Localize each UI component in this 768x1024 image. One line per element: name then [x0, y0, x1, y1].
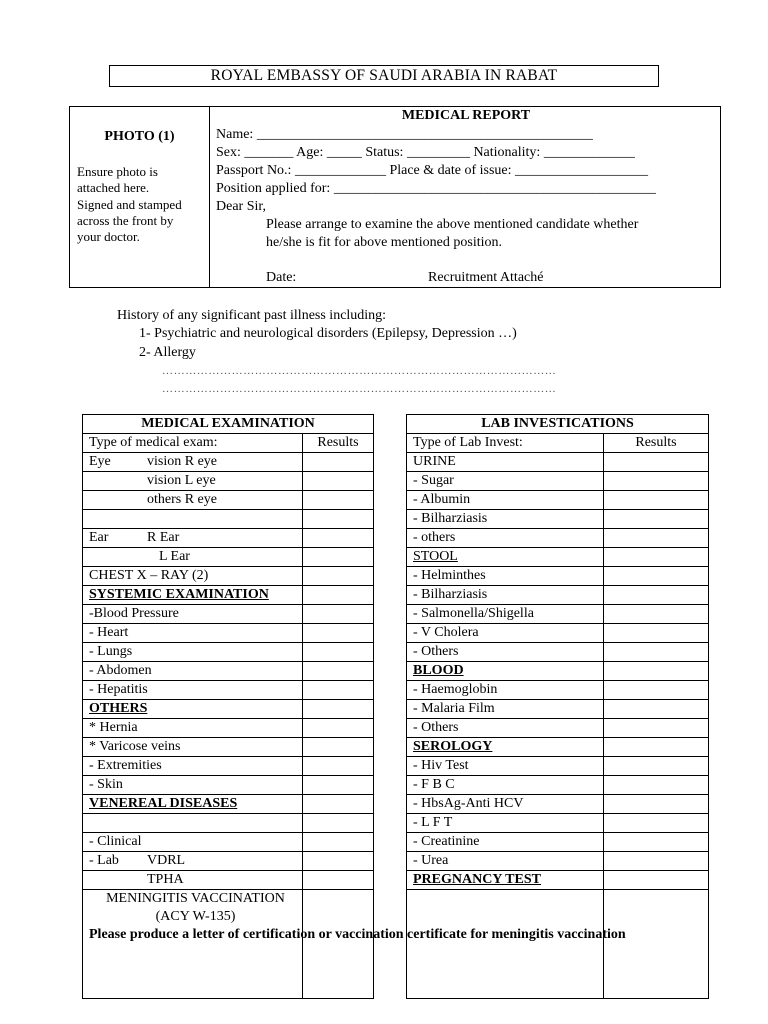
table-row	[83, 814, 303, 833]
table-title: LAB INVESTICATIONS	[407, 415, 709, 434]
result-cell[interactable]	[604, 681, 709, 700]
result-cell[interactable]	[604, 814, 709, 833]
table-row: - Abdomen	[83, 662, 303, 681]
result-cell[interactable]	[303, 548, 374, 567]
table-row: others R eye	[83, 491, 303, 510]
result-cell[interactable]	[303, 586, 374, 605]
col-header: Type of Lab Invest:	[407, 434, 604, 453]
result-cell[interactable]	[604, 491, 709, 510]
table-row: * Varicose veins	[83, 738, 303, 757]
result-cell[interactable]	[604, 719, 709, 738]
result-cell[interactable]	[604, 662, 709, 681]
col-header: Results	[303, 434, 374, 453]
table-row: - Others	[407, 719, 604, 738]
result-cell[interactable]	[303, 624, 374, 643]
table-row: vision L eye	[83, 472, 303, 491]
result-cell[interactable]	[303, 510, 374, 529]
report-area	[216, 107, 716, 287]
table-row: - Bilharziasis	[407, 510, 604, 529]
section-heading: PREGNANCY TEST	[407, 871, 604, 890]
table-row: - Helminthes	[407, 567, 604, 586]
date-label: Date:	[266, 270, 297, 285]
table-row: - F B C	[407, 776, 604, 795]
result-cell[interactable]	[604, 833, 709, 852]
table-row: TPHA	[83, 871, 303, 890]
table-row: - HbsAg-Anti HCV	[407, 795, 604, 814]
embassy-title: ROYAL EMBASSY OF SAUDI ARABIA IN RABAT	[109, 65, 659, 87]
result-cell[interactable]	[604, 624, 709, 643]
result-cell[interactable]	[604, 700, 709, 719]
name-field[interactable]: Name: ________________________________________________	[216, 127, 593, 142]
section-heading: SYSTEMIC EXAMINATION	[83, 586, 303, 605]
history-item: 2- Allergy	[139, 344, 196, 360]
result-cell[interactable]	[604, 567, 709, 586]
body-line: Please arrange to examine the above mentioned candidate whether	[266, 217, 639, 232]
table-row: - others	[407, 529, 604, 548]
result-cell[interactable]	[604, 738, 709, 757]
history-dots[interactable]: …………………………………………………………………………………………	[162, 383, 557, 396]
result-cell[interactable]	[604, 453, 709, 472]
section-heading: OTHERS	[83, 700, 303, 719]
history-dots[interactable]: …………………………………………………………………………………………	[162, 364, 557, 377]
result-cell[interactable]	[604, 548, 709, 567]
result-cell[interactable]	[303, 795, 374, 814]
photo-area	[70, 107, 210, 287]
history-section	[117, 307, 556, 398]
table-row: - V Cholera	[407, 624, 604, 643]
result-cell[interactable]	[303, 605, 374, 624]
photo-title: PHOTO (1)	[104, 129, 175, 144]
history-heading: History of any significant past illness including:	[117, 308, 387, 323]
history-item: 1- Psychiatric and neurological disorders (Epilepsy, Depression …)	[139, 326, 517, 342]
sex-age-status-field[interactable]: Sex: _______ Age: _____ Status: _________ Nationality: _____________	[216, 145, 635, 160]
passport-field[interactable]: Passport No.: _____________ Place & date of issue: ___________________	[216, 163, 649, 178]
meningitis-title: MENINGITIS VACCINATION	[106, 891, 285, 906]
position-field[interactable]: Position applied for: ______________________________________________	[216, 181, 656, 196]
result-cell[interactable]	[604, 643, 709, 662]
result-cell[interactable]	[303, 871, 374, 890]
result-cell[interactable]	[604, 871, 709, 890]
table-row	[83, 510, 303, 529]
photo-note	[77, 164, 205, 245]
table-row	[407, 890, 604, 999]
photo-note-line: Signed and stamped	[77, 196, 182, 212]
table-row: - Urea	[407, 852, 604, 871]
result-cell[interactable]	[604, 586, 709, 605]
table-row: - Hepatitis	[83, 681, 303, 700]
table-row: Ear R Ear	[83, 529, 303, 548]
result-cell[interactable]	[303, 567, 374, 586]
col-header: Type of medical exam:	[83, 434, 303, 453]
result-cell[interactable]	[303, 491, 374, 510]
result-cell[interactable]	[303, 529, 374, 548]
result-cell[interactable]	[604, 757, 709, 776]
table-row: - Salmonella/Shigella	[407, 605, 604, 624]
table-row: Eye vision R eye	[83, 453, 303, 472]
photo-note-line: attached here.	[77, 180, 150, 196]
table-row: - Clinical	[83, 833, 303, 852]
table-row: - Lab VDRL	[83, 852, 303, 871]
table-title: MEDICAL EXAMINATION	[83, 415, 374, 434]
table-row: - Albumin	[407, 491, 604, 510]
result-cell[interactable]	[303, 833, 374, 852]
table-row: URINE	[407, 453, 604, 472]
result-cell[interactable]	[604, 605, 709, 624]
meningitis-cell	[83, 890, 626, 999]
result-cell[interactable]	[303, 719, 374, 738]
report-title: MEDICAL REPORT	[401, 108, 531, 123]
result-cell[interactable]	[303, 757, 374, 776]
result-cell[interactable]	[303, 681, 374, 700]
header-box	[69, 106, 721, 288]
meningitis-subtitle: (ACY W-135)	[155, 909, 236, 924]
table-row: - Creatinine	[407, 833, 604, 852]
result-cell[interactable]	[604, 472, 709, 491]
result-cell[interactable]	[303, 852, 374, 871]
table-row: -Blood Pressure	[83, 605, 303, 624]
table-row: - Others	[407, 643, 604, 662]
result-cell[interactable]	[303, 890, 374, 999]
section-heading: SEROLOGY	[407, 738, 604, 757]
result-cell[interactable]	[604, 776, 709, 795]
photo-note-line: your doctor.	[77, 229, 140, 245]
section-heading: BLOOD	[407, 662, 604, 681]
result-cell[interactable]	[303, 643, 374, 662]
result-cell[interactable]	[303, 453, 374, 472]
table-row: - Heart	[83, 624, 303, 643]
greeting: Dear Sir,	[216, 199, 266, 214]
table-row: - L F T	[407, 814, 604, 833]
table-row: - Haemoglobin	[407, 681, 604, 700]
photo-note-line: Ensure photo is	[77, 164, 158, 179]
table-row: * Hernia	[83, 719, 303, 738]
table-row: - Bilharziasis	[407, 586, 604, 605]
section-heading: VENEREAL DISEASES	[83, 795, 303, 814]
table-row: - Skin	[83, 776, 303, 795]
result-cell[interactable]	[303, 776, 374, 795]
col-header: Results	[604, 434, 709, 453]
table-row: - Lungs	[83, 643, 303, 662]
result-cell[interactable]	[604, 529, 709, 548]
result-cell[interactable]	[604, 795, 709, 814]
result-cell[interactable]	[604, 890, 709, 999]
lab-invest-table	[406, 414, 709, 999]
table-row: L Ear	[83, 548, 303, 567]
table-row: - Extremities	[83, 757, 303, 776]
table-row: - Malaria Film	[407, 700, 604, 719]
result-cell[interactable]	[303, 700, 374, 719]
section-heading: STOOL	[407, 548, 604, 567]
result-cell[interactable]	[303, 472, 374, 491]
result-cell[interactable]	[604, 510, 709, 529]
table-row: - Sugar	[407, 472, 604, 491]
signatory: Recruitment Attaché	[428, 270, 544, 285]
result-cell[interactable]	[303, 738, 374, 757]
result-cell[interactable]	[604, 852, 709, 871]
table-row: CHEST X – RAY (2)	[83, 567, 303, 586]
result-cell[interactable]	[303, 814, 374, 833]
body-line: he/she is fit for above mentioned position.	[266, 235, 503, 250]
meningitis-note: Please produce a letter of certification or vaccination certificate for meningitis vaccination	[89, 927, 626, 942]
table-row: - Hiv Test	[407, 757, 604, 776]
result-cell[interactable]	[303, 662, 374, 681]
photo-note-line: across the front by	[77, 212, 174, 228]
